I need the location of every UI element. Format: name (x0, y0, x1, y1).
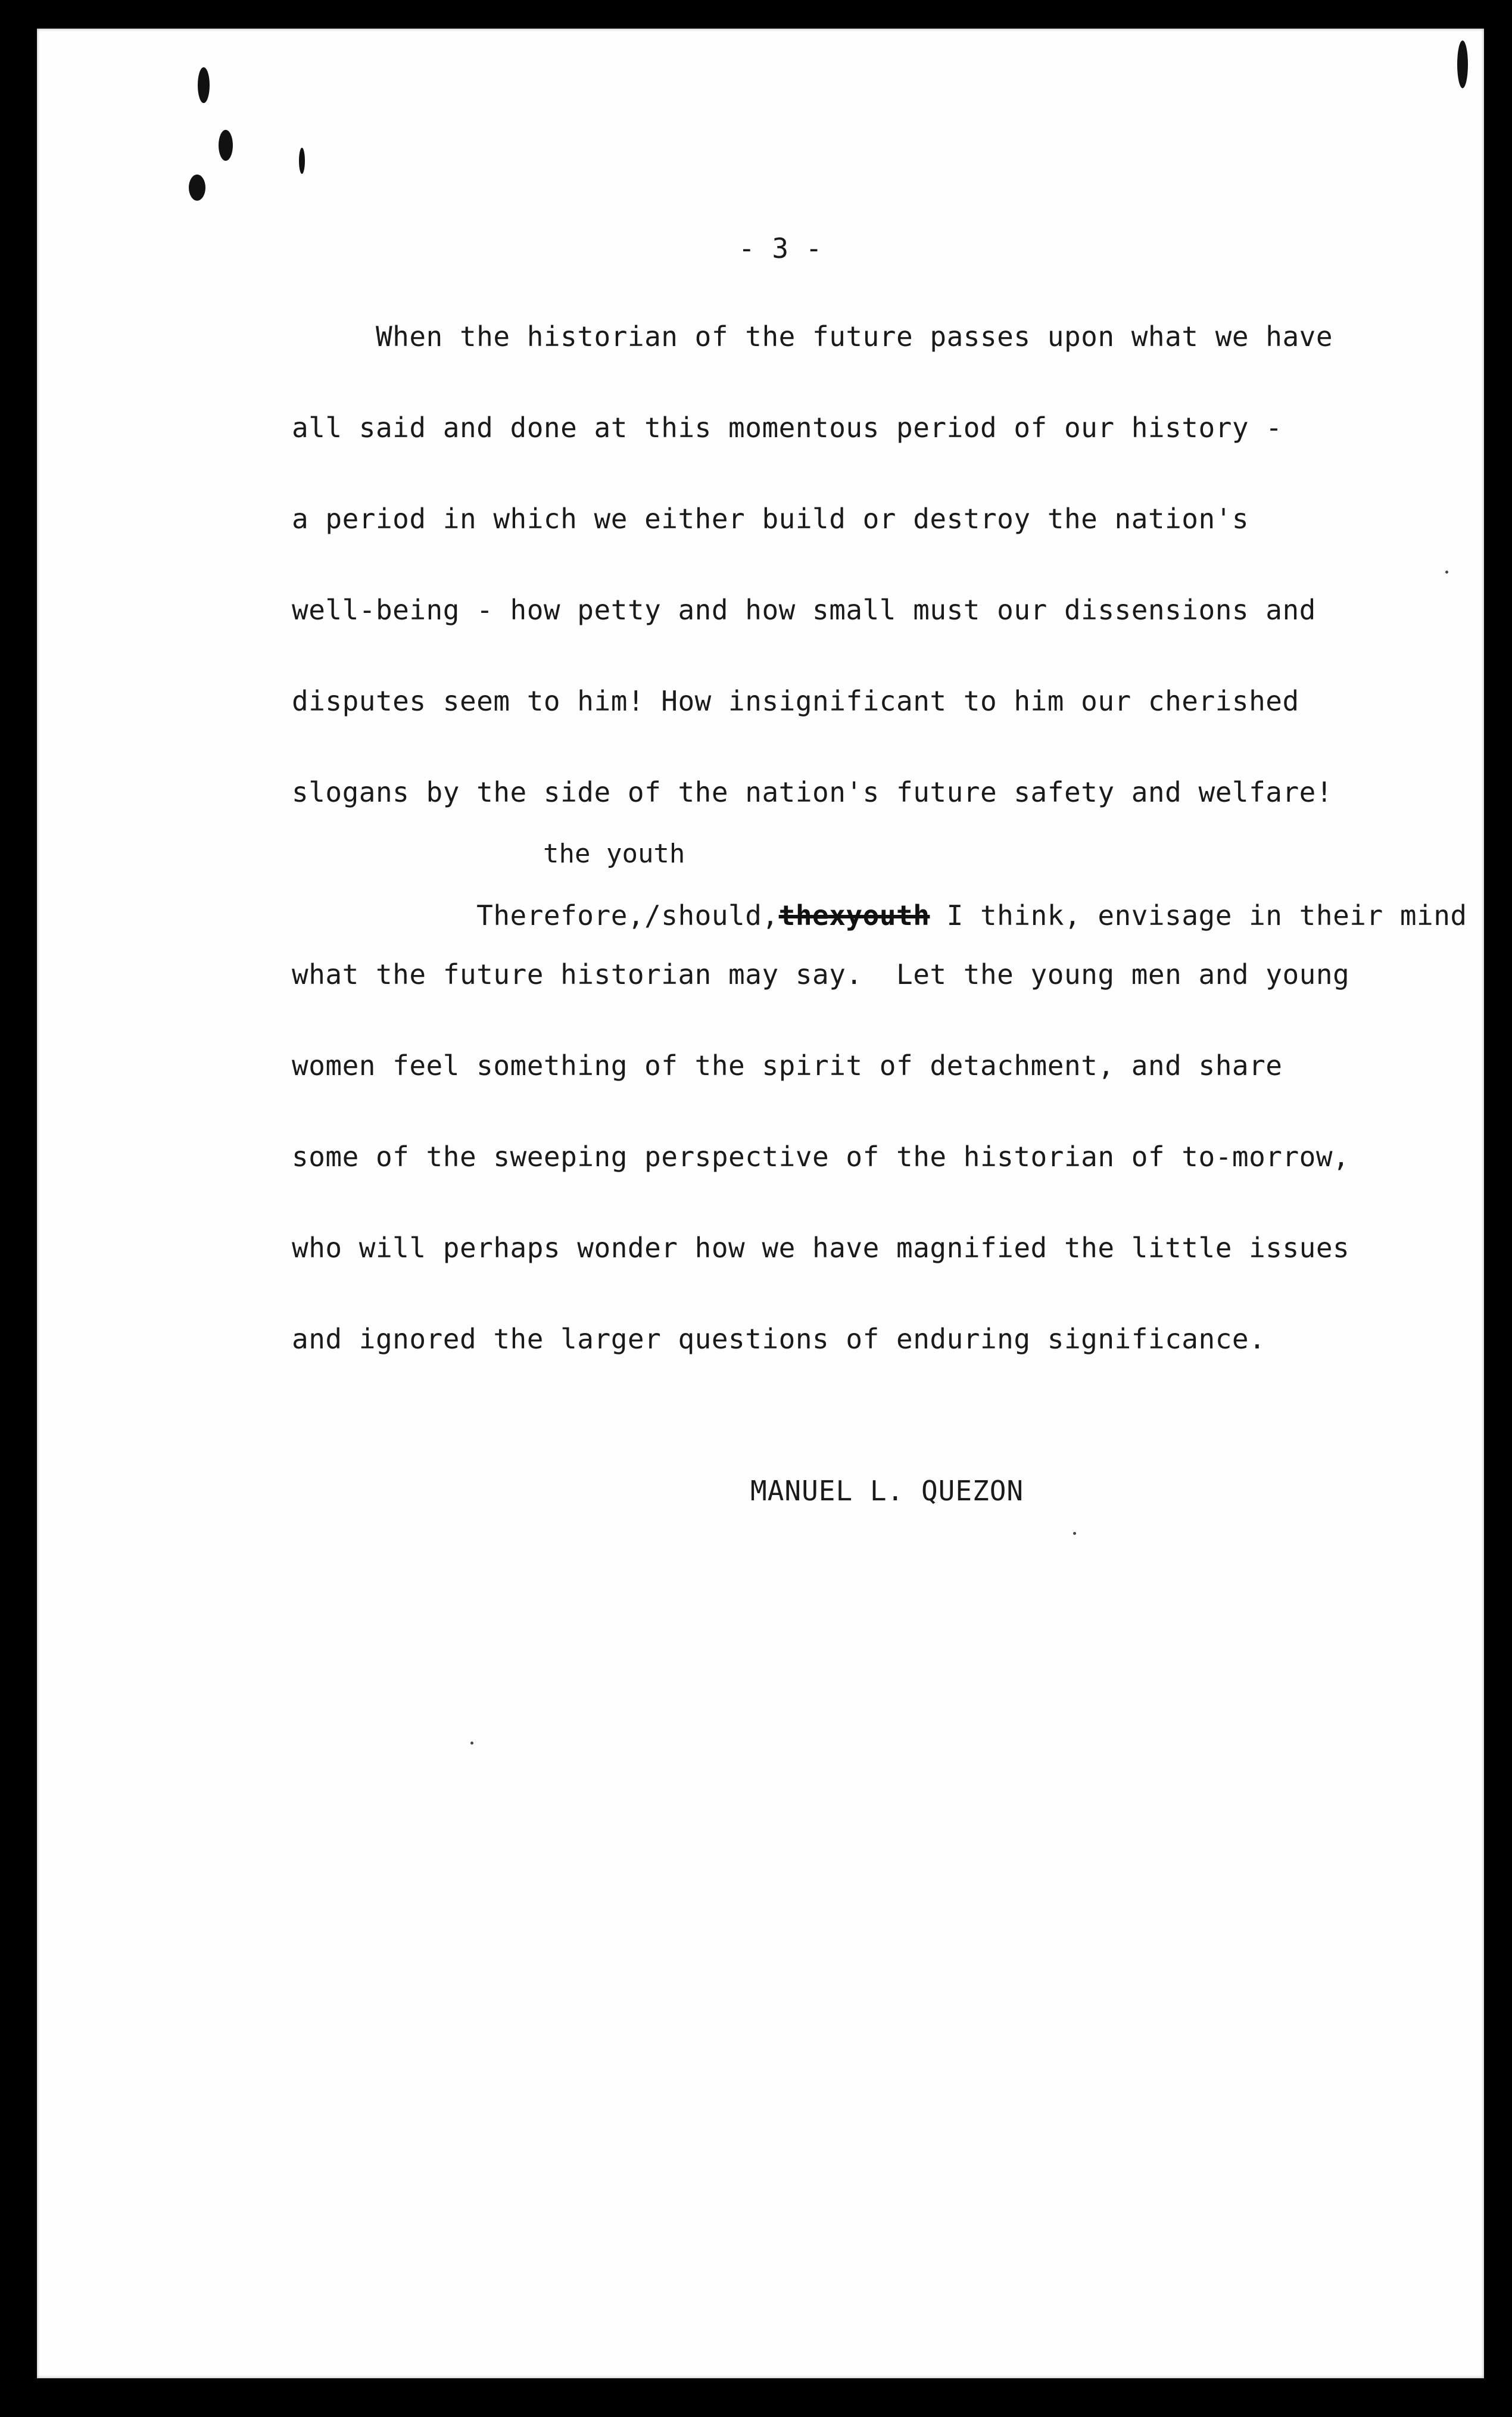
line-end: I think, envisage in their mind (930, 899, 1467, 932)
signature: MANUEL L. QUEZON (750, 1475, 1024, 1507)
ink-blot (219, 130, 233, 161)
text-line: and ignored the larger questions of enduring significance. (292, 1323, 1266, 1355)
speck (1073, 1532, 1076, 1535)
text-line: who will perhaps wonder how we have magnified the little issues (292, 1232, 1350, 1264)
ink-blot (1457, 41, 1468, 88)
page-number: - 3 - (738, 232, 822, 264)
document-page (37, 29, 1484, 2378)
text-line: disputes seem to him! How insignificant to him our cherished (292, 685, 1299, 717)
text-line: all said and done at this momentous period of our history - (292, 412, 1283, 444)
interlineation: the youth (543, 839, 685, 869)
speck (470, 1742, 473, 1745)
ink-blot (299, 148, 305, 174)
text-line-with-correction (292, 867, 1467, 964)
text-line: a period in which we either build or destroy the nation's (292, 503, 1249, 535)
struck-text: thexyouth (778, 899, 930, 932)
text-line: what the future historian may say. Let the young men and young (292, 958, 1350, 991)
ink-blot (198, 67, 210, 103)
speck (1445, 571, 1448, 574)
line-start: Therefore,/should, (392, 899, 779, 932)
text-line: well-being - how petty and how small must our dissensions and (292, 594, 1316, 626)
text-line: some of the sweeping perspective of the historian of to-morrow, (292, 1141, 1350, 1173)
text-line: When the historian of the future passes upon what we have (292, 320, 1333, 353)
text-line: women feel something of the spirit of detachment, and share (292, 1049, 1283, 1082)
ink-blot (189, 175, 205, 201)
text-line: slogans by the side of the nation's future safety and welfare! (292, 776, 1333, 808)
